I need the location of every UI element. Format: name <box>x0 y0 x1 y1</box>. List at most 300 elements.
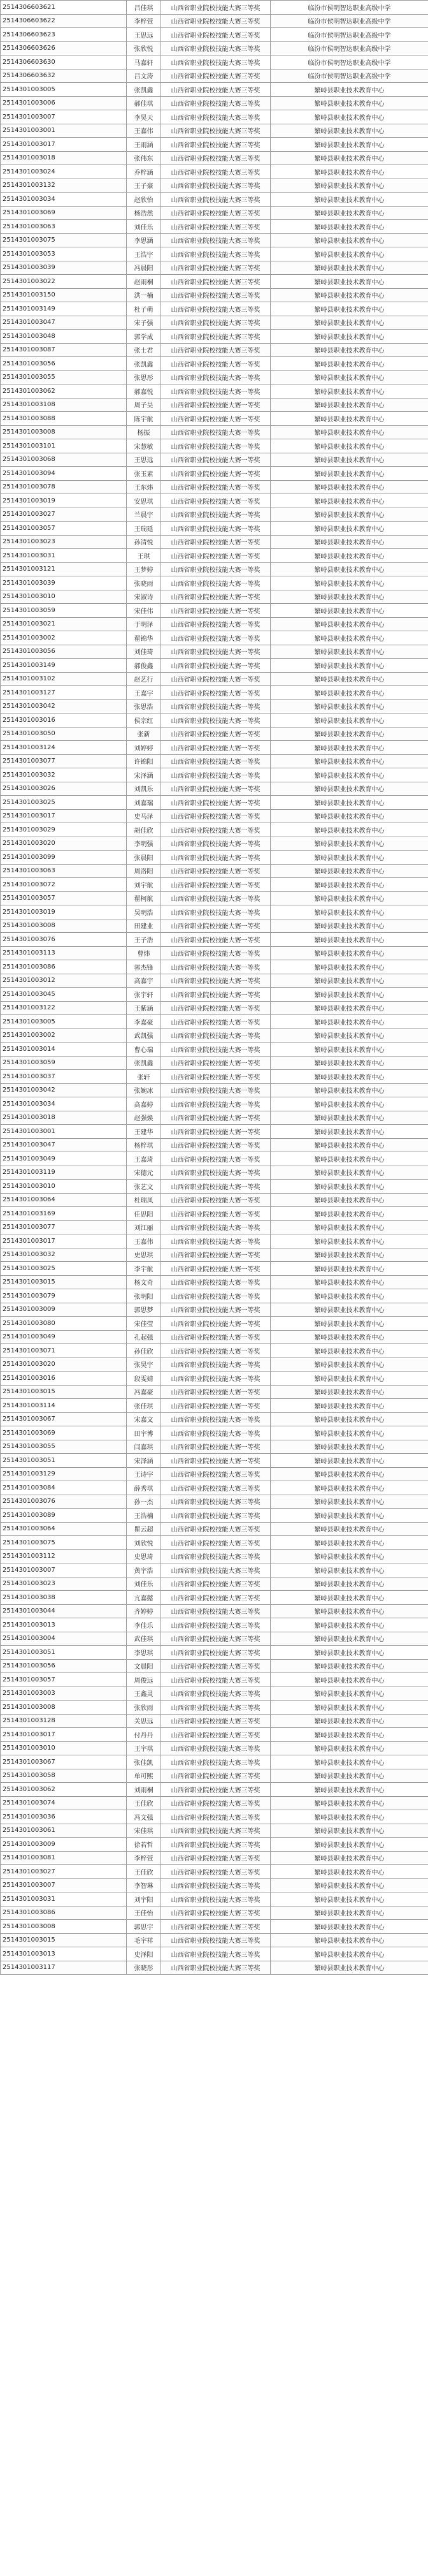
student-number-cell: 2514301003056 <box>1 1659 127 1673</box>
student-number-cell: 2514306603632 <box>1 69 127 83</box>
student-name-cell: 张凯鑫 <box>127 357 161 371</box>
award-cell: 山西省职业院校技能大赛一等奖 <box>161 699 271 714</box>
student-name-cell: 宋佳伟 <box>127 604 161 618</box>
award-cell: 山西省职业院校技能大赛三等奖 <box>161 1659 271 1673</box>
school-cell: 繁峙县职业技术教育中心 <box>271 233 428 247</box>
student-name-cell: 张思彤 <box>127 370 161 384</box>
school-cell: 繁峙县职业技术教育中心 <box>271 1536 428 1550</box>
student-name-cell: 张欣悦 <box>127 41 161 55</box>
table-row <box>1 1001 428 1015</box>
student-number-cell: 2514301003069 <box>1 206 127 220</box>
school-cell: 繁峙县职业技术教育中心 <box>271 1892 428 1906</box>
table-row <box>1 398 428 412</box>
school-cell: 繁峙县职业技术教育中心 <box>271 659 428 673</box>
award-cell: 山西省职业院校技能大赛一等奖 <box>161 1399 271 1413</box>
student-number-cell: 2514301003121 <box>1 562 127 576</box>
award-cell: 山西省职业院校技能大赛三等奖 <box>161 124 271 138</box>
school-cell: 繁峙县职业技术教育中心 <box>271 302 428 316</box>
student-number-cell: 2514301003021 <box>1 617 127 631</box>
school-cell: 繁峙县职业技术教育中心 <box>271 851 428 865</box>
table-row <box>1 1454 428 1468</box>
student-name-cell: 张玉素 <box>127 467 161 481</box>
school-cell: 繁峙县职业技术教育中心 <box>271 1481 428 1495</box>
award-cell: 山西省职业院校技能大赛三等奖 <box>161 151 271 165</box>
school-cell: 繁峙县职业技术教育中心 <box>271 330 428 344</box>
table-row <box>1 1659 428 1673</box>
student-number-cell: 2514301003007 <box>1 1563 127 1577</box>
award-cell: 山西省职业院校技能大赛一等奖 <box>161 1001 271 1015</box>
school-cell: 繁峙县职业技术教育中心 <box>271 1028 428 1043</box>
award-cell: 山西省职业院校技能大赛三等奖 <box>161 1467 271 1481</box>
student-number-cell: 2514306603621 <box>1 1 127 15</box>
student-name-cell: 史思琦 <box>127 1549 161 1563</box>
student-name-cell: 史思琪 <box>127 1248 161 1262</box>
award-cell: 山西省职业院校技能大赛一等奖 <box>161 1207 271 1221</box>
award-cell: 山西省职业院校技能大赛三等奖 <box>161 1522 271 1536</box>
award-cell: 山西省职业院校技能大赛一等奖 <box>161 1125 271 1139</box>
student-number-cell: 2514301003049 <box>1 1330 127 1344</box>
student-name-cell: 李思琪 <box>127 1646 161 1660</box>
student-number-cell: 2514301003025 <box>1 1262 127 1276</box>
table-row <box>1 1303 428 1317</box>
student-number-cell: 2514301003004 <box>1 1632 127 1646</box>
table-row <box>1 206 428 220</box>
award-cell: 山西省职业院校技能大赛三等奖 <box>161 330 271 344</box>
student-name-cell: 刘凯乐 <box>127 782 161 796</box>
table-row <box>1 1 428 15</box>
school-cell: 繁峙县职业技术教育中心 <box>271 384 428 399</box>
student-name-cell: 张士君 <box>127 343 161 357</box>
student-name-cell: 王东炜 <box>127 480 161 494</box>
award-cell: 山西省职业院校技能大赛三等奖 <box>161 14 271 28</box>
student-number-cell: 2514301003051 <box>1 1454 127 1468</box>
table-row <box>1 412 428 426</box>
award-cell: 山西省职业院校技能大赛一等奖 <box>161 1070 271 1084</box>
student-name-cell: 张伟东 <box>127 151 161 165</box>
award-cell: 山西省职业院校技能大赛一等奖 <box>161 1426 271 1440</box>
table-row <box>1 905 428 919</box>
student-name-cell: 薛秀琪 <box>127 1481 161 1495</box>
award-cell: 山西省职业院校技能大赛三等奖 <box>161 193 271 207</box>
table-row <box>1 1193 428 1207</box>
student-number-cell: 2514301003076 <box>1 933 127 947</box>
table-row <box>1 1783 428 1797</box>
award-cell: 山西省职业院校技能大赛一等奖 <box>161 1289 271 1303</box>
award-cell: 山西省职业院校技能大赛一等奖 <box>161 467 271 481</box>
table-row <box>1 1509 428 1523</box>
student-name-cell: 王子浩 <box>127 933 161 947</box>
student-name-cell: 任思阳 <box>127 1207 161 1221</box>
student-number-cell: 2514301003079 <box>1 1289 127 1303</box>
award-cell: 山西省职业院校技能大赛一等奖 <box>161 549 271 563</box>
student-name-cell: 宋佳莹 <box>127 1317 161 1331</box>
award-cell: 山西省职业院校技能大赛一等奖 <box>161 617 271 631</box>
school-cell: 繁峙县职业技术教育中心 <box>271 864 428 878</box>
table-row <box>1 1646 428 1660</box>
award-cell: 山西省职业院校技能大赛一等奖 <box>161 905 271 919</box>
award-cell: 山西省职业院校技能大赛三等奖 <box>161 1851 271 1865</box>
school-cell: 繁峙县职业技术教育中心 <box>271 1604 428 1618</box>
student-name-cell: 田宇博 <box>127 1426 161 1440</box>
school-cell: 繁峙县职业技术教育中心 <box>271 1741 428 1755</box>
student-number-cell: 2514301003014 <box>1 1043 127 1057</box>
table-row <box>1 617 428 631</box>
school-cell: 繁峙县职业技术教育中心 <box>271 1755 428 1769</box>
school-cell: 繁峙县职业技术教育中心 <box>271 1152 428 1166</box>
award-cell: 山西省职业院校技能大赛三等奖 <box>161 28 271 42</box>
school-cell: 繁峙县职业技术教育中心 <box>271 453 428 467</box>
student-number-cell: 2514301003102 <box>1 672 127 686</box>
table-row <box>1 1618 428 1632</box>
student-name-cell: 宋淑诗 <box>127 590 161 604</box>
table-row <box>1 1440 428 1454</box>
student-number-cell: 2514301003025 <box>1 796 127 810</box>
award-cell: 山西省职业院校技能大赛三等奖 <box>161 1481 271 1495</box>
table-row <box>1 1824 428 1838</box>
student-number-cell: 2514301003063 <box>1 220 127 234</box>
student-name-cell: 刘欣悦 <box>127 1536 161 1550</box>
student-name-cell: 亢嘉懿 <box>127 1591 161 1605</box>
school-cell: 繁峙县职业技术教育中心 <box>271 645 428 659</box>
student-number-cell: 2514301003048 <box>1 330 127 344</box>
student-name-cell: 李佳乐 <box>127 1618 161 1632</box>
student-number-cell: 2514301003005 <box>1 83 127 97</box>
table-row <box>1 1166 428 1180</box>
table-row <box>1 1083 428 1097</box>
award-cell: 山西省职业院校技能大赛一等奖 <box>161 672 271 686</box>
table-row <box>1 179 428 193</box>
award-cell: 山西省职业院校技能大赛一等奖 <box>161 659 271 673</box>
school-cell: 繁峙县职业技术教育中心 <box>271 1701 428 1715</box>
school-cell: 繁峙县职业技术教育中心 <box>271 699 428 714</box>
student-name-cell: 史马泽 <box>127 809 161 823</box>
student-name-cell: 安思琪 <box>127 494 161 508</box>
school-cell: 繁峙县职业技术教育中心 <box>271 604 428 618</box>
student-number-cell: 2514301003062 <box>1 1783 127 1797</box>
student-name-cell: 高嘉宇 <box>127 974 161 988</box>
student-number-cell: 2514301003010 <box>1 1180 127 1194</box>
student-number-cell: 2514301003119 <box>1 1166 127 1180</box>
student-name-cell: 王诗宇 <box>127 1467 161 1481</box>
table-row <box>1 960 428 974</box>
award-cell: 山西省职业院校技能大赛一等奖 <box>161 494 271 508</box>
award-cell: 山西省职业院校技能大赛一等奖 <box>161 1097 271 1111</box>
table-row <box>1 1180 428 1194</box>
student-name-cell: 李智琳 <box>127 1878 161 1892</box>
student-number-cell: 2514301003057 <box>1 1673 127 1687</box>
student-name-cell: 李梓萱 <box>127 14 161 28</box>
student-name-cell: 李思涵 <box>127 233 161 247</box>
student-name-cell: 张佳凯 <box>127 1755 161 1769</box>
school-cell: 临汾市侯明智达职业高级中学 <box>271 1 428 15</box>
student-name-cell: 张明阳 <box>127 1289 161 1303</box>
school-cell: 繁峙县职业技术教育中心 <box>271 439 428 453</box>
student-number-cell: 2514301003084 <box>1 1481 127 1495</box>
award-cell: 山西省职业院校技能大赛三等奖 <box>161 1673 271 1687</box>
student-number-cell: 2514301003081 <box>1 1851 127 1865</box>
table-row <box>1 1714 428 1728</box>
award-cell: 山西省职业院校技能大赛三等奖 <box>161 1728 271 1742</box>
student-name-cell: 宋慧敏 <box>127 439 161 453</box>
student-number-cell: 2514301003047 <box>1 316 127 330</box>
student-name-cell: 曹心瑞 <box>127 1043 161 1057</box>
table-row <box>1 1838 428 1852</box>
table-row <box>1 1262 428 1276</box>
student-number-cell: 2514301003002 <box>1 1028 127 1043</box>
student-number-cell: 2514301003113 <box>1 946 127 960</box>
award-cell: 山西省职业院校技能大赛一等奖 <box>161 1043 271 1057</box>
student-number-cell: 2514301003055 <box>1 370 127 384</box>
award-cell: 山西省职业院校技能大赛三等奖 <box>161 1933 271 1947</box>
student-name-cell: 武佳琪 <box>127 1632 161 1646</box>
award-cell: 山西省职业院校技能大赛一等奖 <box>161 604 271 618</box>
award-cell: 山西省职业院校技能大赛三等奖 <box>161 1536 271 1550</box>
school-cell: 临汾市侯明智达职业高级中学 <box>271 14 428 28</box>
school-cell: 繁峙县职业技术教育中心 <box>271 905 428 919</box>
student-name-cell: 胡佳欣 <box>127 823 161 837</box>
school-cell: 繁峙县职业技术教育中心 <box>271 1262 428 1276</box>
table-row <box>1 699 428 714</box>
award-cell: 山西省职业院校技能大赛三等奖 <box>161 1824 271 1838</box>
school-cell: 繁峙县职业技术教育中心 <box>271 1906 428 1920</box>
student-number-cell: 2514306603626 <box>1 41 127 55</box>
school-cell: 繁峙县职业技术教育中心 <box>271 1138 428 1152</box>
award-cell: 山西省职业院校技能大赛三等奖 <box>161 343 271 357</box>
student-number-cell: 2514301003127 <box>1 686 127 700</box>
student-name-cell: 张欣雨 <box>127 1701 161 1715</box>
student-name-cell: 郭学成 <box>127 330 161 344</box>
student-number-cell: 2514301003047 <box>1 1138 127 1152</box>
student-number-cell: 2514301003018 <box>1 1111 127 1125</box>
award-cell: 山西省职业院校技能大赛三等奖 <box>161 1604 271 1618</box>
table-row <box>1 1344 428 1358</box>
student-number-cell: 2514301003149 <box>1 659 127 673</box>
award-cell: 山西省职业院校技能大赛一等奖 <box>161 686 271 700</box>
award-cell: 山西省职业院校技能大赛三等奖 <box>161 179 271 193</box>
student-number-cell: 2514301003009 <box>1 1303 127 1317</box>
student-number-cell: 2514301003007 <box>1 110 127 124</box>
student-name-cell: 张凯鑫 <box>127 1056 161 1070</box>
award-cell: 山西省职业院校技能大赛三等奖 <box>161 261 271 275</box>
award-cell: 山西省职业院校技能大赛三等奖 <box>161 55 271 70</box>
award-cell: 山西省职业院校技能大赛三等奖 <box>161 1961 271 1975</box>
student-number-cell: 2514301003075 <box>1 1536 127 1550</box>
student-number-cell: 2514301003129 <box>1 1467 127 1481</box>
student-number-cell: 2514301003088 <box>1 412 127 426</box>
student-number-cell: 2514301003063 <box>1 864 127 878</box>
school-cell: 繁峙县职业技术教育中心 <box>271 1399 428 1413</box>
table-row <box>1 83 428 97</box>
school-cell: 繁峙县职业技术教育中心 <box>271 1207 428 1221</box>
award-cell: 山西省职业院校技能大赛三等奖 <box>161 288 271 302</box>
table-row <box>1 343 428 357</box>
student-name-cell: 田建业 <box>127 919 161 933</box>
student-number-cell: 2514301003039 <box>1 576 127 590</box>
table-row <box>1 1385 428 1399</box>
student-name-cell: 郭思梦 <box>127 1303 161 1317</box>
table-row <box>1 288 428 302</box>
award-cell: 山西省职业院校技能大赛一等奖 <box>161 590 271 604</box>
school-cell: 繁峙县职业技术教育中心 <box>271 933 428 947</box>
award-cell: 山西省职业院校技能大赛一等奖 <box>161 439 271 453</box>
school-cell: 繁峙县职业技术教育中心 <box>271 1317 428 1331</box>
table-row <box>1 768 428 782</box>
table-row <box>1 1741 428 1755</box>
school-cell: 繁峙县职业技术教育中心 <box>271 398 428 412</box>
school-cell: 繁峙县职业技术教育中心 <box>271 1125 428 1139</box>
award-cell: 山西省职业院校技能大赛一等奖 <box>161 1111 271 1125</box>
award-cell: 山西省职业院校技能大赛三等奖 <box>161 1878 271 1892</box>
table-row <box>1 1330 428 1344</box>
student-number-cell: 2514301003010 <box>1 1741 127 1755</box>
student-number-cell: 2514301003056 <box>1 645 127 659</box>
student-number-cell: 2514301003009 <box>1 1838 127 1852</box>
school-cell: 繁峙县职业技术教育中心 <box>271 946 428 960</box>
table-row <box>1 727 428 741</box>
table-row <box>1 1207 428 1221</box>
student-number-cell: 2514301003064 <box>1 1522 127 1536</box>
school-cell: 临汾市侯明智达职业高级中学 <box>271 55 428 70</box>
school-cell: 繁峙县职业技术教育中心 <box>271 494 428 508</box>
student-number-cell: 2514301003001 <box>1 124 127 138</box>
school-cell: 繁峙县职业技术教育中心 <box>271 1961 428 1975</box>
award-cell: 山西省职业院校技能大赛一等奖 <box>161 412 271 426</box>
school-cell: 繁峙县职业技术教育中心 <box>271 412 428 426</box>
award-cell: 山西省职业院校技能大赛一等奖 <box>161 1193 271 1207</box>
school-cell: 繁峙县职业技术教育中心 <box>271 1783 428 1797</box>
student-name-cell: 徐若哲 <box>127 1838 161 1852</box>
student-name-cell: 闫嘉琪 <box>127 1440 161 1454</box>
table-row <box>1 1399 428 1413</box>
table-row <box>1 1549 428 1563</box>
school-cell: 繁峙县职业技术教育中心 <box>271 1851 428 1865</box>
table-row <box>1 796 428 810</box>
student-number-cell: 2514301003013 <box>1 1618 127 1632</box>
table-row <box>1 1028 428 1043</box>
student-number-cell: 2514301003064 <box>1 1193 127 1207</box>
table-row <box>1 1426 428 1440</box>
school-cell: 繁峙县职业技术教育中心 <box>271 878 428 892</box>
table-row <box>1 1234 428 1248</box>
table-row <box>1 1111 428 1125</box>
school-cell: 繁峙县职业技术教育中心 <box>271 1947 428 1961</box>
student-name-cell: 杨振 <box>127 425 161 439</box>
school-cell: 繁峙县职业技术教育中心 <box>271 974 428 988</box>
student-name-cell: 周洛阳 <box>127 864 161 878</box>
award-cell: 山西省职业院校技能大赛一等奖 <box>161 1358 271 1372</box>
student-name-cell: 王嘉琦 <box>127 1152 161 1166</box>
student-number-cell: 2514301003049 <box>1 1152 127 1166</box>
student-name-cell: 赵欣怡 <box>127 193 161 207</box>
school-cell: 繁峙县职业技术教育中心 <box>271 686 428 700</box>
student-name-cell: 杜瑞凤 <box>127 1193 161 1207</box>
student-number-cell: 2514301003042 <box>1 699 127 714</box>
table-row <box>1 193 428 207</box>
student-name-cell: 杜子萌 <box>127 302 161 316</box>
award-cell: 山西省职业院校技能大赛一等奖 <box>161 384 271 399</box>
student-name-cell: 吕文涛 <box>127 69 161 83</box>
award-cell: 山西省职业院校技能大赛三等奖 <box>161 247 271 261</box>
school-cell: 繁峙县职业技术教育中心 <box>271 1193 428 1207</box>
school-cell: 繁峙县职业技术教育中心 <box>271 275 428 289</box>
table-row <box>1 1947 428 1961</box>
student-number-cell: 2514301003122 <box>1 1001 127 1015</box>
student-name-cell: 曹炜 <box>127 946 161 960</box>
school-cell: 繁峙县职业技术教育中心 <box>271 617 428 631</box>
student-name-cell: 郭思宇 <box>127 1920 161 1934</box>
table-row <box>1 1372 428 1386</box>
student-number-cell: 2514301003031 <box>1 1892 127 1906</box>
award-cell: 山西省职业院校技能大赛三等奖 <box>161 206 271 220</box>
award-cell: 山西省职业院校技能大赛三等奖 <box>161 1810 271 1824</box>
table-row <box>1 233 428 247</box>
student-name-cell: 于明泽 <box>127 617 161 631</box>
student-name-cell: 王浩宇 <box>127 247 161 261</box>
student-name-cell: 张晓雨 <box>127 576 161 590</box>
student-number-cell: 2514301003094 <box>1 467 127 481</box>
student-name-cell: 吕佳琪 <box>127 1 161 15</box>
student-number-cell: 2514301003061 <box>1 1824 127 1838</box>
student-number-cell: 2514301003117 <box>1 1961 127 1975</box>
student-number-cell: 2514301003099 <box>1 851 127 865</box>
school-cell: 繁峙县职业技术教育中心 <box>271 425 428 439</box>
table-row <box>1 1125 428 1139</box>
award-cell: 山西省职业院校技能大赛一等奖 <box>161 823 271 837</box>
school-cell: 繁峙县职业技术教育中心 <box>271 837 428 851</box>
table-row <box>1 645 428 659</box>
school-cell: 繁峙县职业技术教育中心 <box>271 1632 428 1646</box>
school-cell: 繁峙县职业技术教育中心 <box>271 1673 428 1687</box>
student-number-cell: 2514301003010 <box>1 590 127 604</box>
award-cell: 山西省职业院校技能大赛一等奖 <box>161 809 271 823</box>
school-cell: 临汾市侯明智达职业高级中学 <box>271 41 428 55</box>
student-number-cell: 2514301003031 <box>1 549 127 563</box>
student-number-cell: 2514301003007 <box>1 1878 127 1892</box>
table-row <box>1 1796 428 1810</box>
award-cell: 山西省职业院校技能大赛三等奖 <box>161 41 271 55</box>
award-cell: 山西省职业院校技能大赛三等奖 <box>161 1 271 15</box>
student-number-cell: 2514301003057 <box>1 522 127 536</box>
award-cell: 山西省职业院校技能大赛三等奖 <box>161 1577 271 1591</box>
student-name-cell: 冯文强 <box>127 1810 161 1824</box>
school-cell: 繁峙县职业技术教育中心 <box>271 1796 428 1810</box>
award-cell: 山西省职业院校技能大赛一等奖 <box>161 933 271 947</box>
table-row <box>1 69 428 83</box>
table-row <box>1 522 428 536</box>
student-number-cell: 2514301003086 <box>1 1906 127 1920</box>
student-number-cell: 2514301003022 <box>1 275 127 289</box>
table-row <box>1 110 428 124</box>
school-cell: 繁峙县职业技术教育中心 <box>271 1440 428 1454</box>
student-number-cell: 2514301003071 <box>1 1344 127 1358</box>
award-cell: 山西省职业院校技能大赛一等奖 <box>161 576 271 590</box>
student-name-cell: 张晨阳 <box>127 851 161 865</box>
student-name-cell: 杨文奇 <box>127 1275 161 1289</box>
school-cell: 繁峙县职业技术教育中心 <box>271 220 428 234</box>
table-row <box>1 96 428 110</box>
school-cell: 繁峙县职业技术教育中心 <box>271 1933 428 1947</box>
student-name-cell: 刘佳乐 <box>127 1577 161 1591</box>
student-name-cell: 侯宗红 <box>127 714 161 728</box>
school-cell: 繁峙县职业技术教育中心 <box>271 1824 428 1838</box>
student-name-cell: 张思浩 <box>127 699 161 714</box>
student-name-cell: 杨梓琪 <box>127 1138 161 1152</box>
student-number-cell: 2514301003008 <box>1 1920 127 1934</box>
student-number-cell: 2514301003053 <box>1 247 127 261</box>
student-name-cell: 赵艺行 <box>127 672 161 686</box>
award-cell: 山西省职业院校技能大赛一等奖 <box>161 1180 271 1194</box>
award-cell: 山西省职业院校技能大赛三等奖 <box>161 83 271 97</box>
